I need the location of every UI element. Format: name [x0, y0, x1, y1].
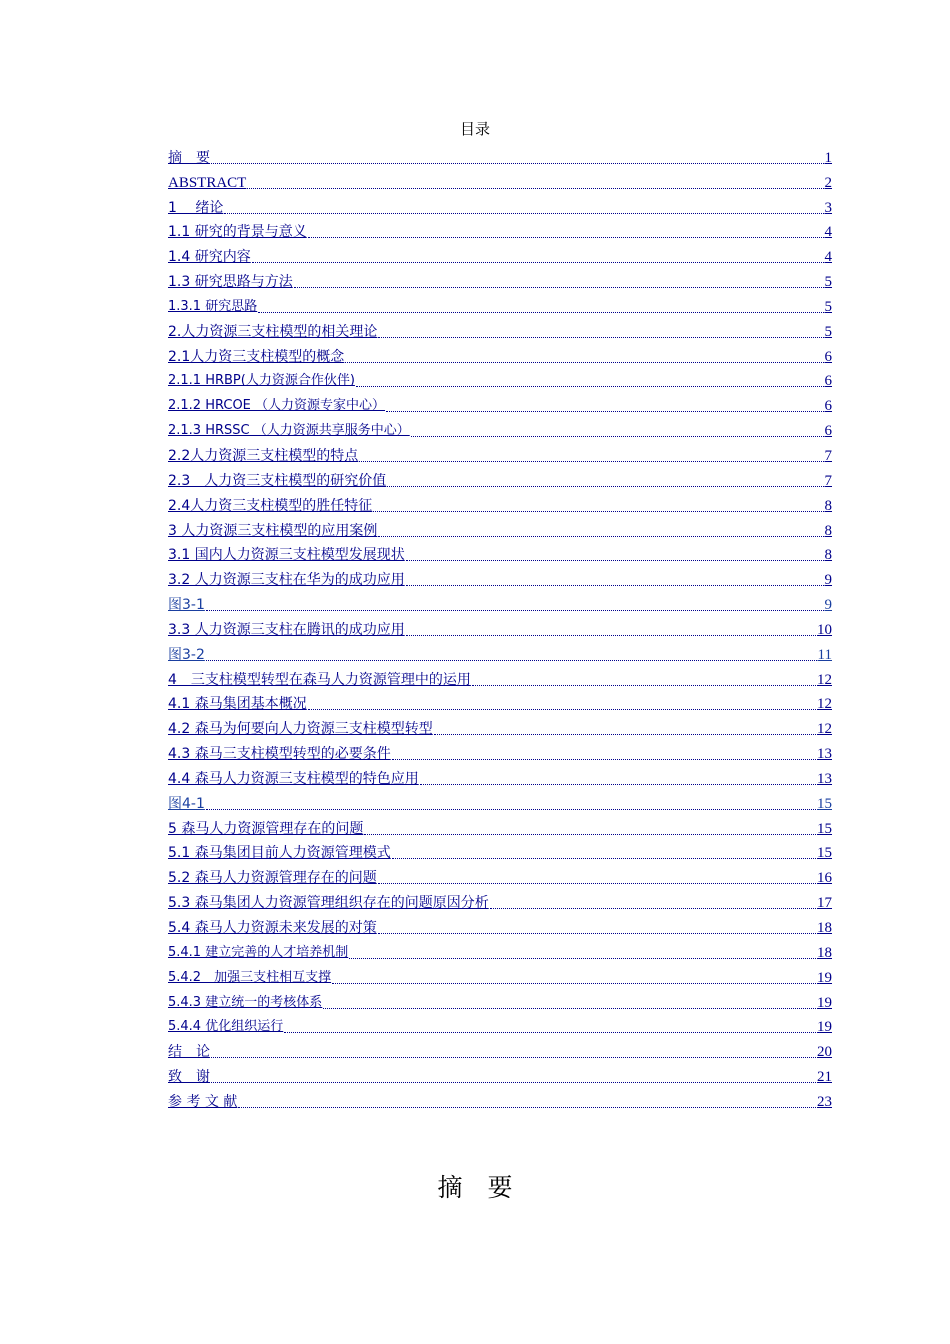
toc-page-number: 12: [817, 696, 832, 713]
toc-entry-label: 5.3 森马集团人力资源管理组织存在的问题原因分析: [168, 895, 489, 912]
toc-entry-link[interactable]: [168, 690, 832, 715]
toc-entry-label: 摘 要: [168, 149, 210, 166]
toc-entry-link[interactable]: [168, 267, 832, 292]
toc-page-number: 3: [824, 199, 832, 216]
toc-entry-label: 2.1.1 HRBP(人力资源合作伙伴): [168, 373, 355, 389]
toc-entry-link[interactable]: [168, 193, 832, 218]
toc-entry-link[interactable]: [168, 938, 832, 963]
toc-page-number: 8: [824, 547, 832, 564]
toc-entry-link[interactable]: [168, 913, 832, 938]
toc-page-number: 6: [824, 398, 832, 415]
toc-entry-link[interactable]: [168, 541, 832, 566]
toc-entry-label: 图4-1: [168, 795, 205, 812]
toc-dot-leader: [411, 435, 824, 437]
toc-entry-link[interactable]: [168, 963, 832, 988]
toc-dot-leader: [206, 808, 816, 810]
toc-dot-leader: [392, 857, 816, 859]
toc-page-number: 6: [824, 373, 832, 390]
toc-entry-link[interactable]: [168, 1087, 832, 1112]
toc-entry-label: 5.2 森马人力资源管理存在的问题: [168, 870, 377, 887]
toc-page-number: 15: [817, 845, 832, 862]
toc-entry-label: 2.1人力资三支柱模型的概念: [168, 348, 345, 365]
toc-page-number: 6: [824, 348, 832, 365]
toc-dot-leader: [258, 311, 823, 313]
toc-entry-label: 5.4.3 建立统一的考核体系: [168, 994, 323, 1010]
toc-dot-leader: [378, 932, 816, 934]
toc-entry-label: 结 论: [168, 1044, 210, 1061]
toc-entry-link[interactable]: [168, 441, 832, 466]
toc-entry-label: 3.3 人力资源三支柱在腾讯的成功应用: [168, 621, 405, 638]
toc-entry-link[interactable]: [168, 317, 832, 342]
toc-entry-link[interactable]: [168, 590, 832, 615]
toc-entry-link[interactable]: [168, 888, 832, 913]
toc-entry-label: ABSTRACT: [168, 174, 247, 191]
toc-entry-label: 3.1 国内人力资源三支柱模型发展现状: [168, 547, 405, 564]
toc-dot-leader: [284, 1031, 816, 1033]
toc-dot-leader: [386, 410, 823, 412]
toc-dot-leader: [323, 1007, 816, 1009]
abstract-heading: 摘 要: [437, 1173, 513, 1202]
toc-entry-link[interactable]: [168, 143, 832, 168]
toc-entry-label: 1.3 研究思路与方法: [168, 274, 293, 291]
toc-entry-link[interactable]: [168, 739, 832, 764]
toc-entry-label: 2.3 人力资三支柱模型的研究价值: [168, 472, 387, 489]
toc-page-number: 4: [824, 249, 832, 266]
toc-dot-leader: [294, 286, 824, 288]
toc-entry-link[interactable]: [168, 242, 832, 267]
toc-page-number: 10: [817, 621, 832, 638]
toc-dot-leader: [490, 907, 816, 909]
toc-entry-link[interactable]: [168, 814, 832, 839]
toc-entry-label: 5.4 森马人力资源未来发展的对策: [168, 920, 377, 936]
toc-entry-link[interactable]: [168, 292, 832, 317]
toc-dot-leader: [349, 957, 816, 959]
toc-page-number: 23: [817, 1093, 832, 1110]
toc-page-number: 7: [824, 447, 832, 464]
toc-page-number: 12: [817, 721, 832, 738]
toc-dot-leader: [392, 758, 816, 760]
toc-page-number: 1: [824, 149, 832, 166]
toc-entry-label: 图3-1: [168, 597, 205, 614]
toc-page-number: 19: [817, 969, 832, 986]
toc-dot-leader: [211, 1056, 816, 1058]
toc-dot-leader: [345, 361, 823, 363]
toc-entry-link[interactable]: [168, 168, 832, 193]
toc-page-number: 13: [817, 770, 832, 787]
toc-entry-link[interactable]: [168, 615, 832, 640]
toc-entry-label: 4.2 森马为何要向人力资源三支柱模型转型: [168, 721, 433, 738]
toc-entry-label: 参 考 文 献: [168, 1093, 238, 1110]
toc-page-number: 4: [824, 224, 832, 241]
toc-page-number: 5: [824, 298, 832, 315]
toc-entry-label: 5 森马人力资源管理存在的问题: [168, 820, 364, 837]
toc-entry-link[interactable]: [168, 714, 832, 739]
toc-entry-link[interactable]: [168, 1013, 832, 1038]
toc-entry-label: 3 人力资源三支柱模型的应用案例: [168, 522, 378, 539]
toc-dot-leader: [378, 882, 816, 884]
toc-page-number: 12: [817, 671, 832, 688]
toc-page-number: 8: [824, 497, 832, 514]
toc-entry-link[interactable]: [168, 342, 832, 367]
toc-dot-leader: [308, 236, 824, 238]
toc-page-number: 18: [817, 920, 832, 936]
toc-entry-label: 1 绪论: [168, 199, 224, 216]
toc-entry-link[interactable]: [168, 640, 832, 665]
toc-entry-label: 2.2人力资源三支柱模型的特点: [168, 447, 359, 464]
toc-page-number: 19: [817, 1019, 832, 1036]
toc-entry-label: 4.3 森马三支柱模型转型的必要条件: [168, 746, 391, 763]
toc-dot-leader: [434, 733, 816, 735]
toc-page-number: 13: [817, 746, 832, 763]
toc-entry-label: 4 三支柱模型转型在森马人力资源管理中的运用: [168, 671, 471, 688]
toc-entry-label: 2.4人力资三支柱模型的胜任特征: [168, 497, 373, 514]
toc-entry-label: 2.1.3 HRSSC （人力资源共享服务中心）: [168, 423, 410, 439]
toc-dot-leader: [387, 485, 823, 487]
toc-page-number: 5: [824, 274, 832, 291]
toc-entry-link[interactable]: [168, 863, 832, 888]
toc-entry-link[interactable]: [168, 764, 832, 789]
table-of-contents: [168, 143, 832, 1112]
toc-dot-leader: [211, 162, 824, 164]
toc-dot-leader: [211, 1081, 816, 1083]
toc-entry-label: 图3-2: [168, 646, 205, 663]
toc-entry-link[interactable]: [168, 391, 832, 416]
toc-entry-label: 1.4 研究内容: [168, 249, 251, 266]
toc-entry-label: 1.1 研究的背景与意义: [168, 224, 307, 241]
toc-dot-leader: [378, 336, 823, 338]
toc-page-number: 17: [817, 895, 832, 912]
toc-dot-leader: [247, 187, 823, 189]
toc-dot-leader: [406, 584, 824, 586]
toc-entry-link[interactable]: [168, 218, 832, 243]
toc-entry-link[interactable]: [168, 789, 832, 814]
toc-page-number: 18: [817, 944, 832, 961]
toc-dot-leader: [356, 385, 824, 387]
toc-entry-link[interactable]: [168, 988, 832, 1013]
toc-entry-link[interactable]: [168, 839, 832, 864]
toc-entry-label: 致 谢: [168, 1069, 210, 1086]
toc-entry-link[interactable]: [168, 416, 832, 441]
toc-page-number: 7: [824, 472, 832, 489]
toc-entry-link[interactable]: [168, 491, 832, 516]
toc-dot-leader: [406, 634, 816, 636]
toc-entry-label: 5.4.4 优化组织运行: [168, 1019, 284, 1035]
toc-page-number: 6: [824, 423, 832, 440]
toc-entry-link[interactable]: [168, 1062, 832, 1087]
toc-page-number: 19: [817, 994, 832, 1011]
toc-title: 目录: [459, 120, 490, 138]
toc-entry-link[interactable]: [168, 516, 832, 541]
toc-dot-leader: [206, 659, 817, 661]
toc-entry-label: 4.1 森马集团基本概况: [168, 696, 307, 713]
toc-dot-leader: [472, 684, 816, 686]
toc-page-number: 21: [817, 1069, 832, 1086]
toc-dot-leader: [378, 535, 823, 537]
toc-page-number: 16: [817, 870, 832, 887]
toc-entry-label: 4.4 森马人力资源三支柱模型的特色应用: [168, 770, 419, 787]
toc-page-number: 8: [824, 522, 832, 539]
toc-entry-label: 1.3.1 研究思路: [168, 298, 258, 314]
toc-page-number: 2: [824, 174, 832, 191]
toc-dot-leader: [332, 982, 816, 984]
toc-dot-leader: [359, 460, 823, 462]
toc-entry-link[interactable]: [168, 565, 832, 590]
toc-dot-leader: [373, 510, 823, 512]
toc-page-number: 20: [817, 1044, 832, 1061]
toc-page-number: 5: [824, 323, 832, 340]
toc-dot-leader: [406, 559, 824, 561]
toc-dot-leader: [252, 261, 824, 263]
toc-dot-leader: [308, 708, 816, 710]
toc-dot-leader: [364, 833, 816, 835]
toc-dot-leader: [206, 609, 824, 611]
toc-entry-label: 3.2 人力资源三支柱在华为的成功应用: [168, 572, 405, 589]
toc-page-number: 15: [817, 795, 832, 812]
toc-entry-link[interactable]: [168, 1037, 832, 1062]
toc-dot-leader: [224, 212, 823, 214]
toc-page-number: 9: [824, 572, 832, 589]
toc-page-number: 9: [824, 597, 832, 614]
toc-dot-leader: [420, 783, 816, 785]
toc-entry-label: 5.1 森马集团目前人力资源管理模式: [168, 845, 391, 862]
toc-page-number: 11: [817, 646, 832, 663]
toc-entry-label: 5.4.1 建立完善的人才培养机制: [168, 944, 349, 960]
toc-entry-link[interactable]: [168, 665, 832, 690]
toc-page-number: 15: [817, 820, 832, 837]
toc-entry-link[interactable]: [168, 466, 832, 491]
toc-entry-label: 5.4.2 加强三支柱相互支撑: [168, 969, 332, 985]
toc-entry-link[interactable]: [168, 367, 832, 392]
toc-entry-label: 2.1.2 HRCOE （人力资源专家中心）: [168, 398, 386, 414]
toc-entry-label: 2.人力资源三支柱模型的相关理论: [168, 323, 378, 340]
toc-dot-leader: [238, 1106, 816, 1108]
